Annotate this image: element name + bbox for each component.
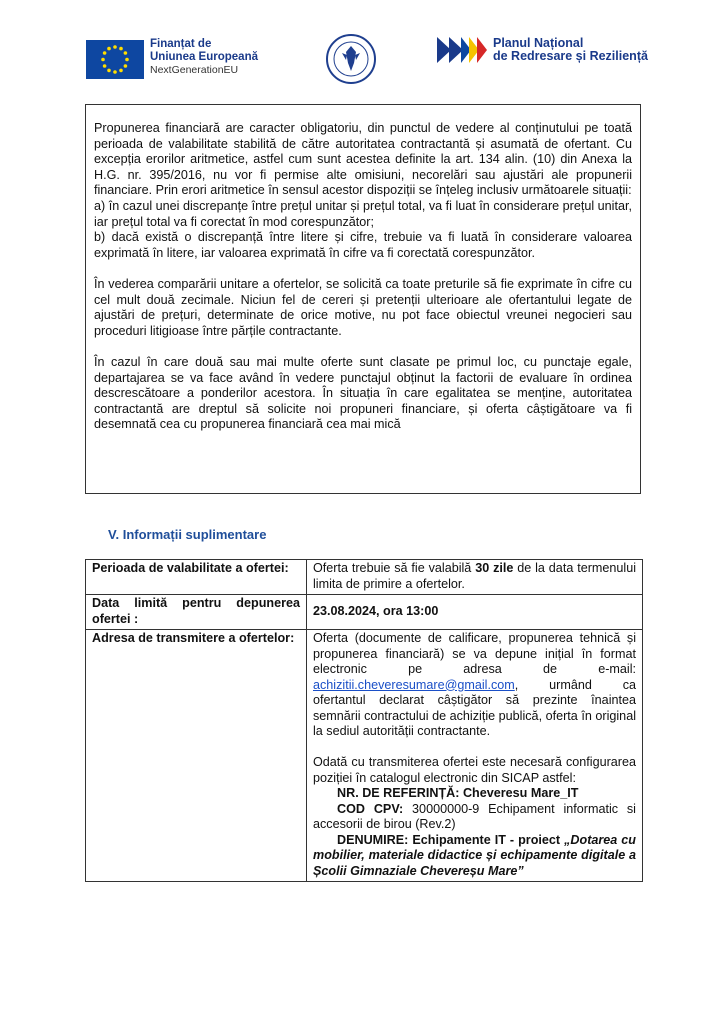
paragraph-financial-proposal: Propunerea financiară are caracter obligatoriu, din punctul de vedere al conținutului pe toată perioada de valabilitate stabilită de către autoritatea contractantă și asumată de ofertant. Cu excepția erorilor aritmetice, astfel cum sunt acestea definite la art. 134 alin. (10) din Anexa la H.G. nr. 395/2016, nu vor fi permise alte omisiuni, necorelări sau ajustări ale propunerii financiare. Prin erori aritmetice în sensul acestor dispoziții se înțeleg inclusiv următoarele situații: (94, 121, 632, 198)
email-link[interactable]: achizitii.cheveresumare@gmail.com (313, 677, 515, 692)
pnrr-logo-line2: de Redresare și Reziliență (493, 49, 648, 63)
value-deadline: 23.08.2024, ora 13:00 (307, 595, 643, 630)
romanian-government-logo (325, 33, 377, 85)
validity-days: 30 zile (475, 561, 514, 575)
label-validity-period: Perioada de valabilitate a ofertei: (86, 560, 307, 595)
validity-text-pre: Oferta trebuie să fie valabilă (313, 561, 476, 575)
paragraph-price-comparison: În vederea comparării unitare a ofertelor, se solicită ca toate preturile să fie exprimate în cifre cu cel mult două zecimale. Niciun fel de cereri și pretenții ulterioare ale ofertantului legate de ajustări de prețuri, determinate de orice motive, nu pot face obiectul vreunei negocieri sau proceduri litigioase între părțile contractante. (94, 276, 632, 338)
financial-proposal-box (85, 104, 641, 494)
eu-logo-line1: Finanțat de (150, 38, 212, 50)
eu-logo-line3: NextGenerationEU (150, 64, 239, 76)
label-submission-address: Adresa de transmitere a ofertelor: (86, 630, 307, 882)
eu-logo-line2: Uniunea Europeană (150, 51, 258, 63)
paragraph-tie-break: În cazul în care două sau mai multe oferte sunt clasate pe primul loc, cu punctaje egale, departajarea se va face având în vedere punctajul obținut la factorii de evaluare în ordinea descrescătoare a ponderilor acestora. În situația în care egalitatea se menține, autoritatea contractantă are dreptul să solicite noi propuneri financiare, și oferta câștigătoare va fi desemnată cea cu propunerea financiară cea mai mică (94, 354, 632, 432)
reference-number-line (313, 786, 636, 802)
submission-text-cont: , urmând ca ofertantul declarat câștigător să prezinte înaintea semnării contractului de achiziție publică, oferta în original la sediul autorității contractante. (313, 677, 636, 738)
reference-value: Cheveresu Mare_IT (459, 786, 579, 800)
sicap-config-text: Odată cu transmiterea ofertei este necesară configurarea poziției în catalogul electronic din SICAP astfel: (313, 755, 636, 785)
reference-label: NR. DE REFERINȚĂ: (337, 786, 460, 800)
section-title: V. Informații suplimentare (108, 527, 267, 542)
pnrr-logo (437, 36, 648, 68)
paragraph-case-a: a) în cazul unei discrepanțe între prețul unitar și prețul total, va fi luat în considerare prețul unitar, iar prețul total va fi corectat în mod corespunzător; (94, 198, 632, 229)
eu-flag-icon (86, 40, 144, 79)
denomination-label: DENUMIRE: Echipamente IT - proiect (337, 832, 565, 847)
value-submission-address (307, 630, 643, 882)
table-row (86, 560, 643, 595)
additional-info-table (85, 559, 643, 882)
submission-text: Oferta (documente de calificare, propunerea tehnică și propunerea financiară) se va depune inițial în format electronic pe adresa de e-mail: (313, 631, 636, 676)
pnrr-logo-line1: Planul Național (493, 36, 584, 50)
cpv-value: 30000000-9 Echipament informatic si accesorii de birou (Rev.2) (313, 801, 636, 831)
table-row (86, 595, 643, 630)
eu-logo-text (150, 38, 300, 77)
pnrr-logo-text (493, 37, 663, 63)
paragraph-case-b: b) dacă există o discrepanță între litere și cifre, trebuie va fi luată în considerare valoarea exprimată în litere, iar valoarea exprimată în cifre va fi corectată corespunzător. (94, 230, 632, 260)
denomination-line (313, 833, 636, 880)
page-header (0, 0, 724, 100)
table-row (86, 630, 643, 882)
value-validity-period (307, 560, 643, 595)
cpv-code-line (313, 802, 636, 833)
pnrr-arrows-icon (437, 37, 489, 63)
validity-text-post: de la data termenului limita de primire a ofertelor. (313, 561, 636, 591)
label-deadline: Data limită pentru depunerea ofertei : (86, 595, 307, 630)
cpv-label: COD CPV: (337, 801, 404, 816)
denomination-value: „Dotarea cu mobilier, materiale didactice și echipamente digitale a Școlii Gimnaziale Chevereșu Mare” (313, 832, 636, 878)
